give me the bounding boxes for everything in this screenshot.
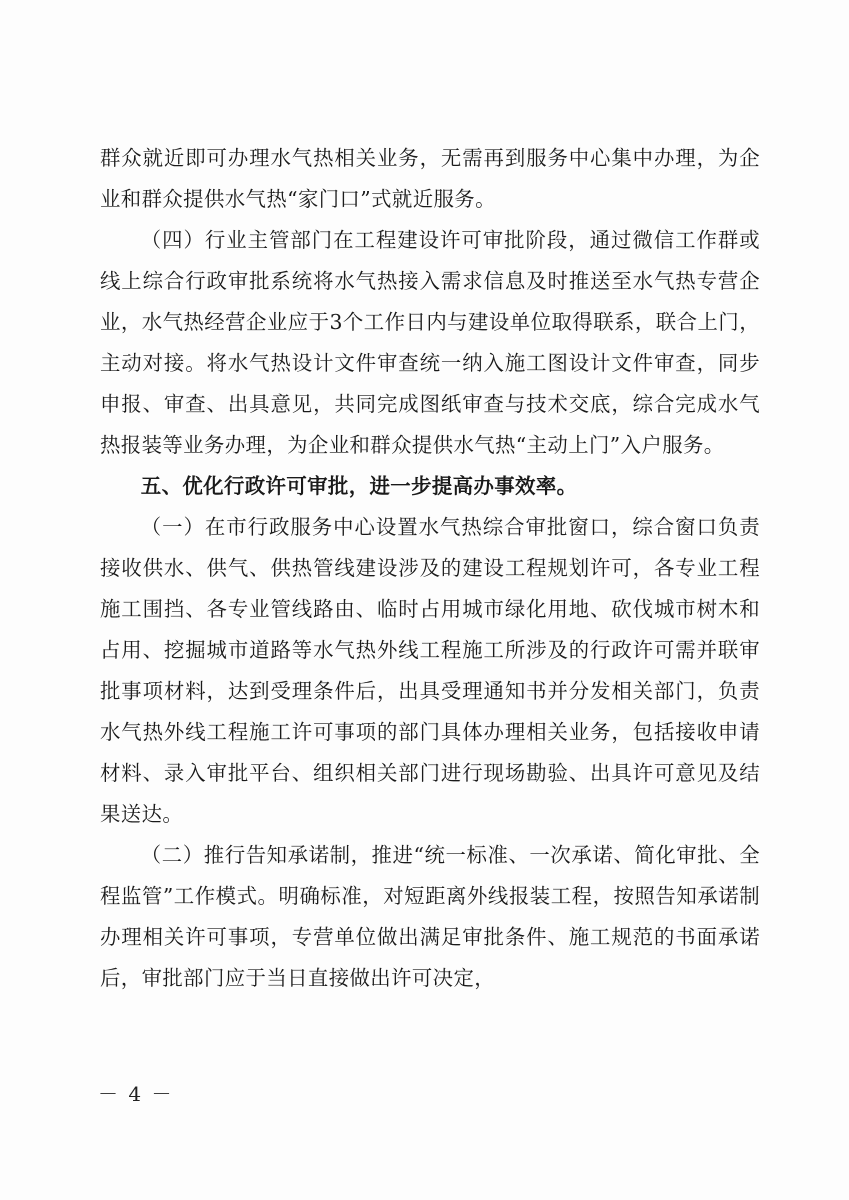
page-number: － 4 － bbox=[98, 1082, 174, 1106]
paragraph-item-4: （四）行业主管部门在工程建设许可审批阶段，通过微信工作群或线上综合行政审批系统将水气热接入需求信息及时推送至水气热专营企业，水气热经营企业应于3个工作日内与建设单位取得联系，联合上门，主动对接。将水气热设计文件审查统一纳入施工图设计文件审查，同步申报、审查、出具意见，共同完成图纸审查与技术交底，综合完成水气热报装等业务办理，为企业和群众提供水气热“主动上门”入户服务。 bbox=[100, 228, 760, 457]
document-body bbox=[100, 138, 760, 999]
paragraph-continuation: 群众就近即可办理水气热相关业务，无需再到服务中心集中办理，为企业和群众提供水气热“家门口”式就近服务。 bbox=[100, 146, 760, 211]
section-heading-5: 五、优化行政许可审批，进一步提高办事效率。 bbox=[140, 474, 578, 498]
paragraph-item-2: （二）推行告知承诺制，推进“统一标准、一次承诺、简化审批、全程监管”工作模式。明确标准，对短距离外线报装工程，按照告知承诺制办理相关许可事项，专营单位做出满足审批条件、施工规范的书面承诺后，审批部门应于当日直接做出许可决定， bbox=[100, 843, 760, 990]
paragraph-item-1: （一）在市行政服务中心设置水气热综合审批窗口，综合窗口负责接收供水、供气、供热管线建设涉及的建设工程规划许可，各专业工程施工围挡、各专业管线路由、临时占用城市绿化用地、砍伐城市树木和占用、挖掘城市道路等水气热外线工程施工所涉及的行政许可需并联审批事项材料，达到受理条件后，出具受理通知书并分发相关部门，负责水气热外线工程施工许可事项的部门具体办理相关业务，包括接收申请材料、录入审批平台、组织相关部门进行现场勘验、出具许可意见及结果送达。 bbox=[100, 515, 760, 826]
